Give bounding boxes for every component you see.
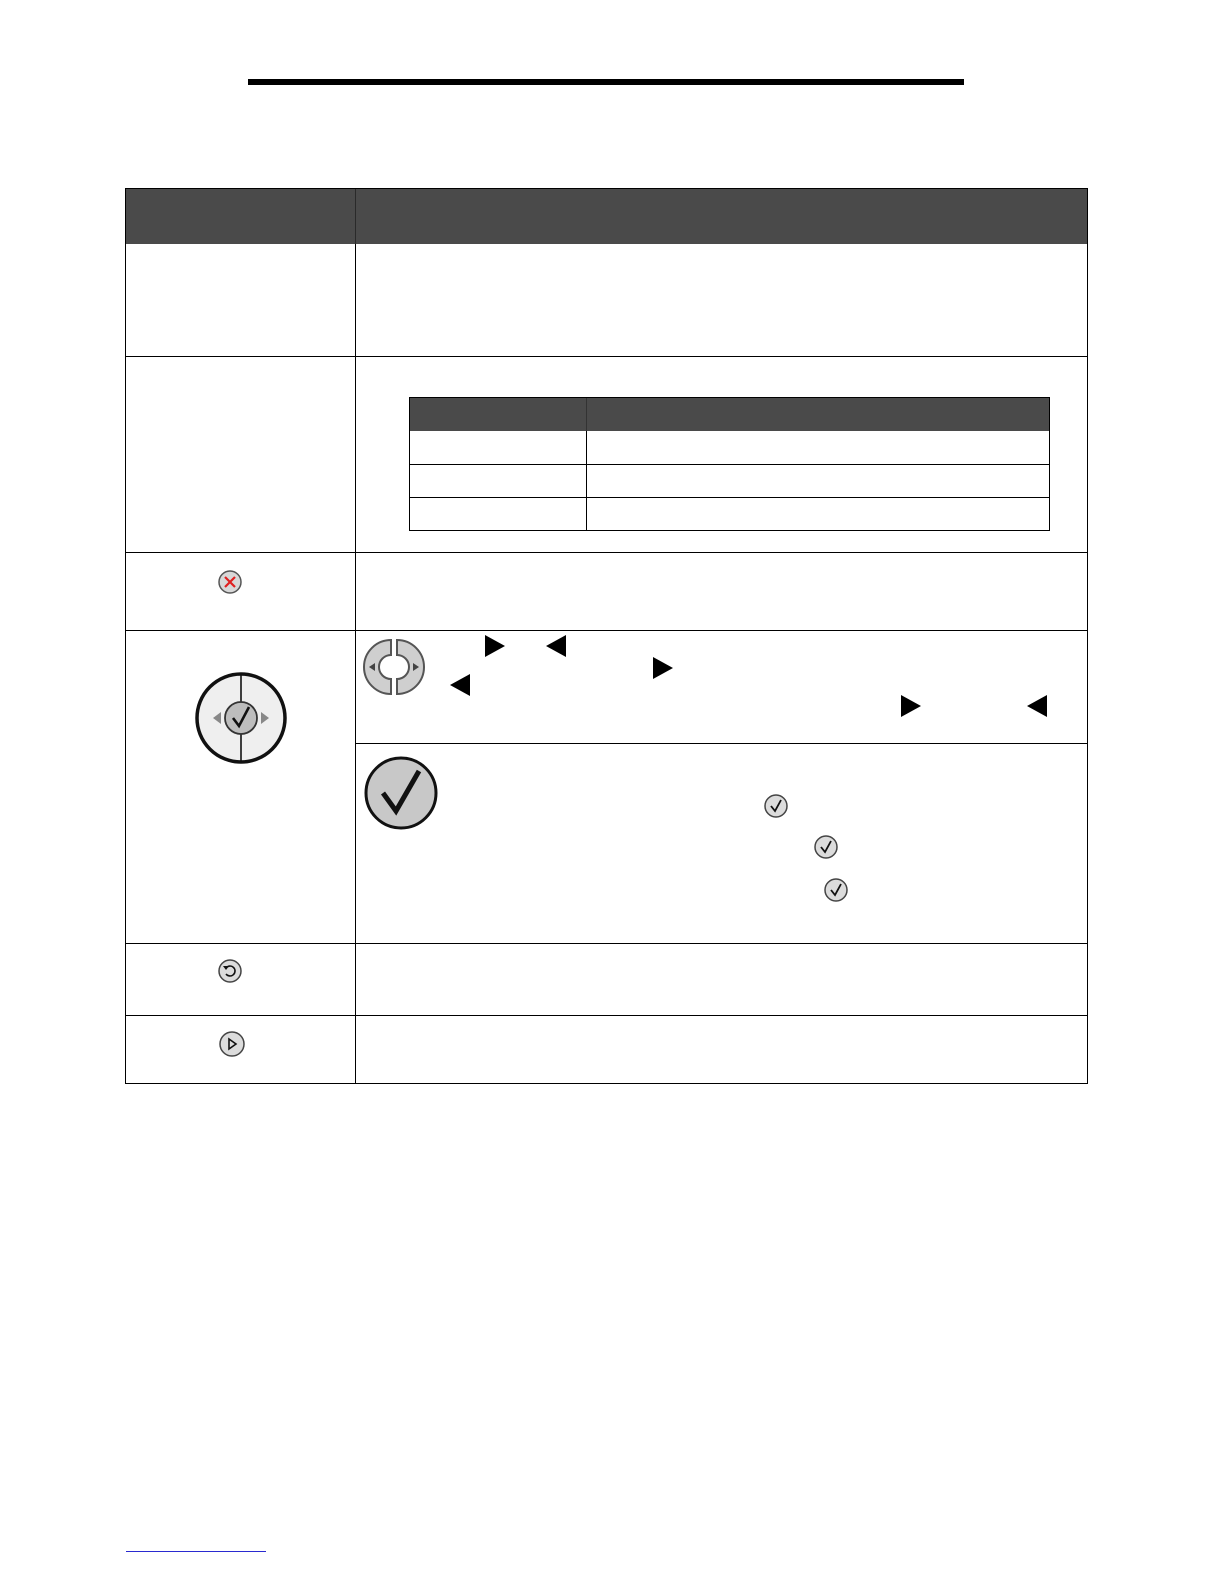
navigation-pad-icon[interactable] bbox=[193, 670, 289, 766]
left-arrow-icon bbox=[450, 674, 470, 696]
row-separator bbox=[126, 552, 1087, 553]
back-arrow-icon[interactable] bbox=[217, 958, 243, 984]
sub-column-divider bbox=[586, 431, 587, 530]
sub-row-separator bbox=[410, 464, 1049, 465]
right-arrow-icon bbox=[901, 695, 921, 717]
select-check-icon bbox=[363, 755, 439, 831]
play-right-icon[interactable] bbox=[218, 1030, 246, 1058]
small-check-icon bbox=[763, 793, 789, 819]
indicator-status-table bbox=[409, 397, 1050, 531]
table-header bbox=[126, 189, 1087, 244]
left-arrow-icon bbox=[1027, 695, 1047, 717]
right-arrow-icon bbox=[485, 635, 505, 657]
sub-table-header bbox=[410, 398, 1049, 431]
row-separator bbox=[355, 743, 1087, 744]
sub-row-separator bbox=[410, 497, 1049, 498]
row-separator bbox=[126, 630, 1087, 631]
row-separator bbox=[126, 356, 1087, 357]
small-check-icon bbox=[813, 834, 839, 860]
small-check-icon bbox=[823, 877, 849, 903]
header-rule bbox=[248, 79, 964, 85]
footer-link[interactable] bbox=[126, 1551, 266, 1552]
left-arrow-icon bbox=[546, 635, 566, 657]
row-separator bbox=[126, 943, 1087, 944]
left-right-arrows-icon bbox=[361, 637, 427, 697]
control-panel-table bbox=[125, 188, 1088, 1084]
column-divider bbox=[355, 244, 356, 1084]
header-divider bbox=[355, 189, 356, 244]
row-separator bbox=[126, 1015, 1087, 1016]
sub-header-divider bbox=[586, 398, 587, 431]
stop-x-icon[interactable] bbox=[217, 569, 243, 595]
right-arrow-icon bbox=[653, 657, 673, 679]
